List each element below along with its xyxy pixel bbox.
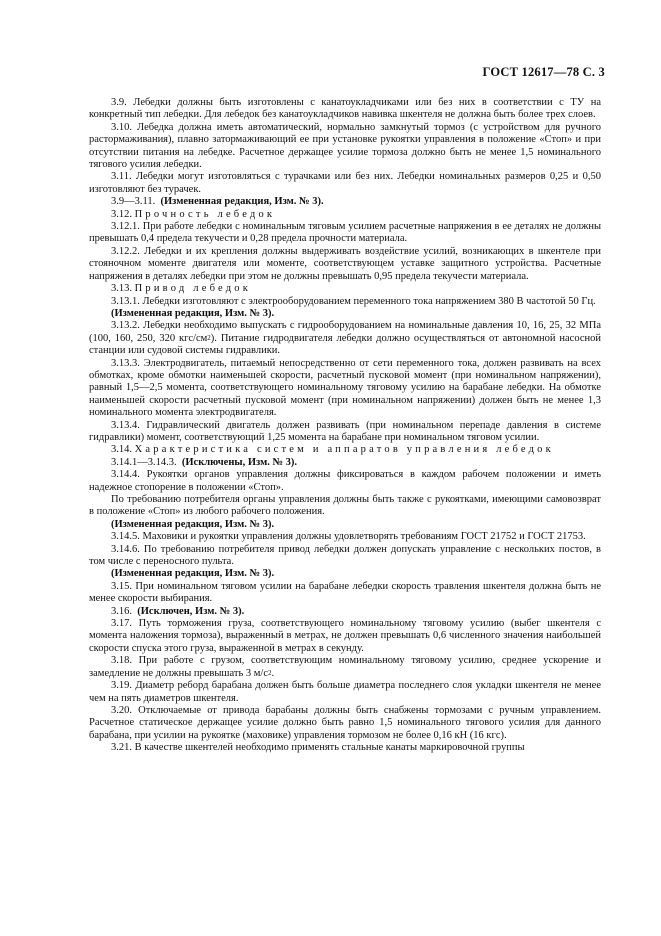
paragraph: 3.12.1. При работе лебедки с номинальным тяговым усилием расчетные напряжения в ее деталях не должны превышать 0,4 предела текучести и 0,28 предела прочности материала. xyxy=(89,221,601,245)
paragraph xyxy=(89,196,601,208)
section-heading xyxy=(89,283,601,295)
paragraph: 3.10. Лебедка должна иметь автоматический, нормально замкнутый тормоз (с устройством для ручного растормаживания), плавно затормаживающий ее при установке рукоятки управления в положение «Стоп» и при отсутствии питания на лебедке. Расчетное держащее усилие тормоза должно быть не менее 1,5 номинального тягового усилия лебедки. xyxy=(89,121,601,171)
paragraph: 3.9. Лебедки должны быть изготовлены с канатоукладчиками или без них в соответствии с ТУ на конкретный тип лебедки. Для лебедок без канатоукладчиков навивка шкентеля не должна быть более трех слоев. xyxy=(89,97,601,121)
paragraph: 3.12.2. Лебедки и их крепления должны выдерживать воздействие усилий, возникающих в шкентеле при стояночном моменте двигателя или моменте, соответствующем уставке защитного устройства. Расчетные напряжения в деталях лебедки при этом не должны превышать 0,95 предела текучести материала. xyxy=(89,245,601,282)
clause-number: 3.13. xyxy=(111,283,132,295)
superscript: 2 xyxy=(268,668,272,677)
running-header: ГОСТ 12617—78 С. 3 xyxy=(482,65,605,79)
paragraph xyxy=(89,457,601,469)
superscript: 2 xyxy=(207,333,211,342)
paragraph: По требованию потребителя органы управления должны быть также с рукоятками, имеющими самовозврат в положение «Стоп» из любого рабочего положения. xyxy=(89,494,601,518)
paragraph: 3.14.5. Маховики и рукоятки управления должны удовлетворять требованиям ГОСТ 21752 и ГОСТ 21753. xyxy=(111,531,586,543)
paragraph-text: 3.18. При работе с грузом, соответствующим номинальному тяговому усилию, среднее ускорение и замедление не должны превышать 3 м/с xyxy=(89,655,601,679)
amendment-note xyxy=(89,568,601,580)
paragraph: 3.14.6. По требованию потребителя привод лебедки должен допускать управление с нескольких постов, в том числе с переносного пульта. xyxy=(89,543,601,568)
paragraph-text: 3.13.2. Лебедки необходимо выпускать с гидрооборудованием на номинальные давления 10, 16, 25, 32 МПа (100, 160, 250, 320 кгс/см xyxy=(89,320,601,344)
clause-number: 3.14.1—3.14.3. xyxy=(111,456,177,468)
amendment-text: (Измененная редакция, Изм. № 3). xyxy=(111,518,275,530)
section-heading xyxy=(89,444,601,456)
amendment-note xyxy=(89,519,601,531)
paragraph xyxy=(89,655,601,680)
paragraph: 3.15. При номинальном тяговом усилии на барабане лебедки скорость травления шкентеля должна быть не менее скорости выбирания. xyxy=(89,580,601,605)
amendment-text: (Измененная редакция, Изм. № 3). xyxy=(111,568,275,580)
clause-number: 3.9—3.11. xyxy=(111,196,156,208)
paragraph-text: ). Питание гидродвигателя лебедки должно осуществляться от автономной насосной станции или судовой системы гидравлики. xyxy=(89,332,601,357)
paragraph xyxy=(89,320,601,357)
amendment-note: (Измененная редакция, Изм. № 3). xyxy=(160,196,324,208)
heading-text: Прочность лебедок xyxy=(134,208,276,220)
paragraph: 3.14.4. Рукоятки органов управления должны фиксироваться в каждом рабочем положении и иметь надежное стопорение в положении «Стоп». xyxy=(89,469,601,493)
paragraph: 3.13.1. Лебедки изготовляют с электрооборудованием переменного тока напряжением 380 В частотой 50 Гц. xyxy=(111,295,596,307)
paragraph: 3.20. Отключаемые от привода барабаны должны быть снабжены тормозами с ручным управлением. Расчетное статическое держащее усилие должно быть равно 1,5 номинального тягового усилия для данного барабана, при усилии на рукоятке (маховике) управления тормозом не более 0,16 кН (16 кгс). xyxy=(89,704,601,741)
paragraph: 3.11. Лебедки могут изготовляться с турачками или без них. Лебедки номинальных размеров 0,25 и 0,50 изготовляют без турачек. xyxy=(89,171,601,195)
paragraph: 3.13.4. Гидравлический двигатель должен развивать (при номинальном перепаде давления в системе гидравлики) момент, соответствующий 1,25 момента на барабане при номинальном тяговом усилии. xyxy=(89,419,601,443)
paragraph xyxy=(89,606,601,618)
clause-number: 3.12. xyxy=(111,208,132,220)
paragraph: 3.19. Диаметр реборд барабана должен быть больше диаметра последнего слоя укладки шкентеля не менее чем на пять диаметров шкентеля. xyxy=(89,680,601,704)
clause-number: 3.16. xyxy=(111,605,132,617)
heading-text: Характеристика систем и аппаратов управления лебедок xyxy=(134,444,554,456)
paragraph-text: . xyxy=(271,667,275,679)
document-body xyxy=(89,97,601,755)
paragraph: 3.13.3. Электродвигатель, питаемый непосредственно от сети переменного тока, должен развивать на всех обмотках, кроме обмотки наименьшей скорости, расчетный пусковой момент (при номинальном напряжении), равный 1,5—2,5 момента, соответствующего номинальному тяговому усилию на барабане лебедки. На обмотке наименьшей скорости расчетный пусковой момент (при номинальном напряжении) должен быть не менее 1,3 номинального момента электродвигателя. xyxy=(89,357,601,419)
clause-number: 3.14. xyxy=(111,444,132,456)
amendment-text: (Измененная редакция, Изм. № 3). xyxy=(111,307,275,319)
amendment-note: (Исключены, Изм. № 3). xyxy=(181,456,298,468)
paragraph: 3.17. Путь торможения груза, соответствующего номинальному тяговому усилию (выбег шкентеля с момента наложения тормоза), выраженный в метрах, не должен превышать 0,6 численного значения наибольшей скорости спуска этого груза, выраженной в метрах в секунду. xyxy=(89,618,601,654)
paragraph: 3.21. В качестве шкентелей необходимо применять стальные канаты маркировочной группы xyxy=(111,742,525,754)
amendment-note: (Исключен, Изм. № 3). xyxy=(137,605,245,617)
heading-text: Привод лебедок xyxy=(134,283,251,295)
section-heading xyxy=(89,209,601,221)
amendment-note xyxy=(89,308,601,320)
